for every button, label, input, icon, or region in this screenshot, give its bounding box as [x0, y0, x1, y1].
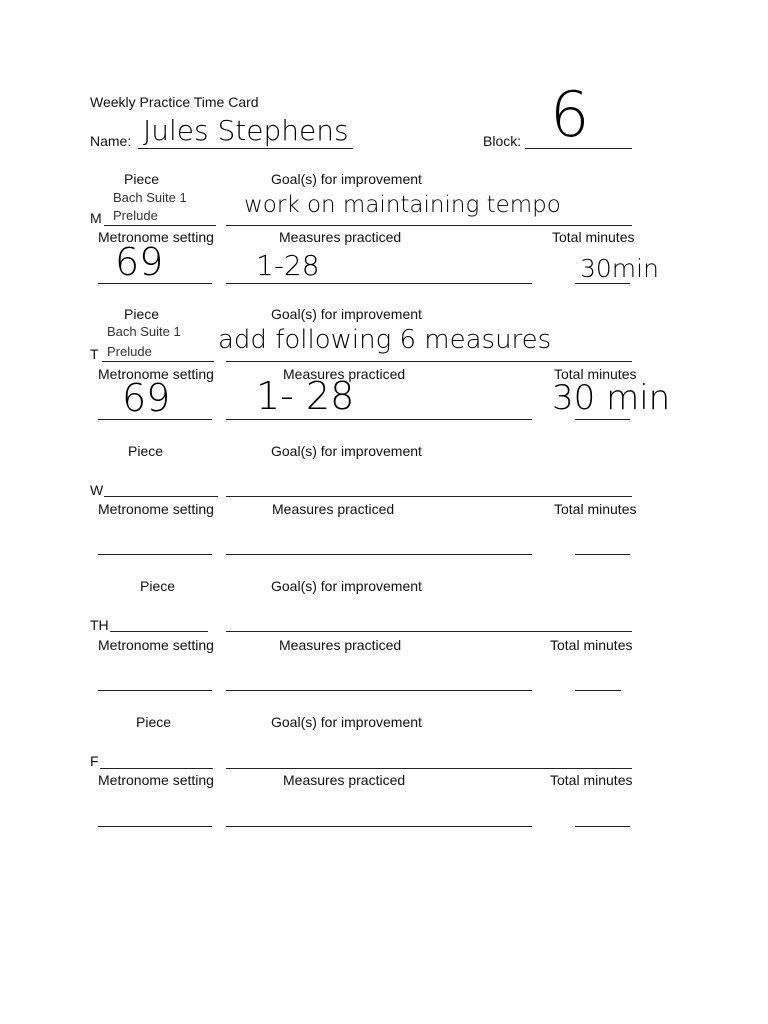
total-label: Total minutes	[554, 366, 637, 382]
metronome-label: Metronome setting	[98, 366, 214, 382]
day-label: W	[90, 482, 104, 498]
total-line	[575, 826, 630, 827]
piece-line	[100, 768, 213, 769]
piece-value-line2: Prelude	[107, 344, 152, 359]
piece-line	[102, 361, 214, 362]
goal-label: Goal(s) for improvement	[271, 578, 422, 594]
piece-line	[104, 496, 218, 497]
goal-label: Goal(s) for improvement	[271, 306, 422, 322]
total-label: Total minutes	[552, 229, 635, 245]
metronome-label: Metronome setting	[98, 229, 214, 245]
total-value[interactable]: 30 min	[552, 378, 671, 418]
total-line	[575, 554, 630, 555]
goal-value[interactable]: add following 6 measures	[218, 325, 552, 355]
measures-line	[226, 283, 532, 284]
piece-label: Piece	[140, 578, 176, 594]
name-value[interactable]: Jules Stephens	[143, 114, 349, 147]
metronome-label: Metronome setting	[98, 501, 214, 517]
metronome-value[interactable]: 69	[122, 376, 171, 420]
total-line	[575, 419, 630, 420]
goal-label: Goal(s) for improvement	[271, 443, 422, 459]
name-label: Name:	[90, 133, 132, 149]
measures-label: Measures practiced	[283, 366, 406, 382]
measures-label: Measures practiced	[283, 772, 406, 788]
piece-line	[104, 225, 216, 226]
total-line	[575, 283, 630, 284]
piece-value-line1: Bach Suite 1	[107, 324, 181, 339]
measures-line	[226, 690, 532, 691]
measures-line	[226, 826, 532, 827]
total-line	[575, 690, 621, 691]
goal-line	[226, 768, 632, 769]
day-label: F	[90, 753, 99, 769]
piece-label: Piece	[136, 714, 172, 730]
card-title: Weekly Practice Time Card	[90, 94, 259, 110]
measures-label: Measures practiced	[272, 501, 395, 517]
day-label: TH	[90, 617, 109, 633]
goal-label: Goal(s) for improvement	[271, 714, 422, 730]
total-value[interactable]: 30min	[580, 254, 659, 283]
goal-value[interactable]: work on maintaining tempo	[244, 192, 561, 218]
piece-line	[110, 631, 208, 632]
piece-label: Piece	[124, 171, 160, 187]
goal-line	[226, 631, 632, 632]
goal-label: Goal(s) for improvement	[271, 171, 422, 187]
metronome-label: Metronome setting	[98, 637, 214, 653]
piece-label: Piece	[124, 306, 160, 322]
measures-value[interactable]: 1- 28	[256, 374, 355, 418]
total-label: Total minutes	[550, 772, 633, 788]
total-label: Total minutes	[550, 637, 633, 653]
block-value[interactable]: 6	[550, 78, 590, 151]
measures-line	[226, 419, 532, 420]
day-label: T	[90, 346, 99, 362]
piece-label: Piece	[128, 443, 164, 459]
metronome-value[interactable]: 69	[115, 240, 164, 284]
metronome-label: Metronome setting	[98, 772, 214, 788]
total-label: Total minutes	[554, 501, 637, 517]
goal-line	[226, 496, 632, 497]
measures-label: Measures practiced	[279, 229, 402, 245]
day-label: M	[90, 210, 102, 226]
measures-label: Measures practiced	[279, 637, 402, 653]
measures-line	[226, 554, 532, 555]
piece-value-line1: Bach Suite 1	[113, 190, 187, 205]
metronome-line	[98, 690, 212, 691]
name-line	[138, 148, 353, 149]
goal-line	[226, 361, 632, 362]
measures-value[interactable]: 1-28	[256, 249, 320, 282]
piece-value-line2: Prelude	[113, 208, 158, 223]
metronome-line	[98, 826, 212, 827]
goal-line	[226, 225, 632, 226]
block-label: Block:	[483, 133, 522, 149]
metronome-line	[98, 554, 212, 555]
